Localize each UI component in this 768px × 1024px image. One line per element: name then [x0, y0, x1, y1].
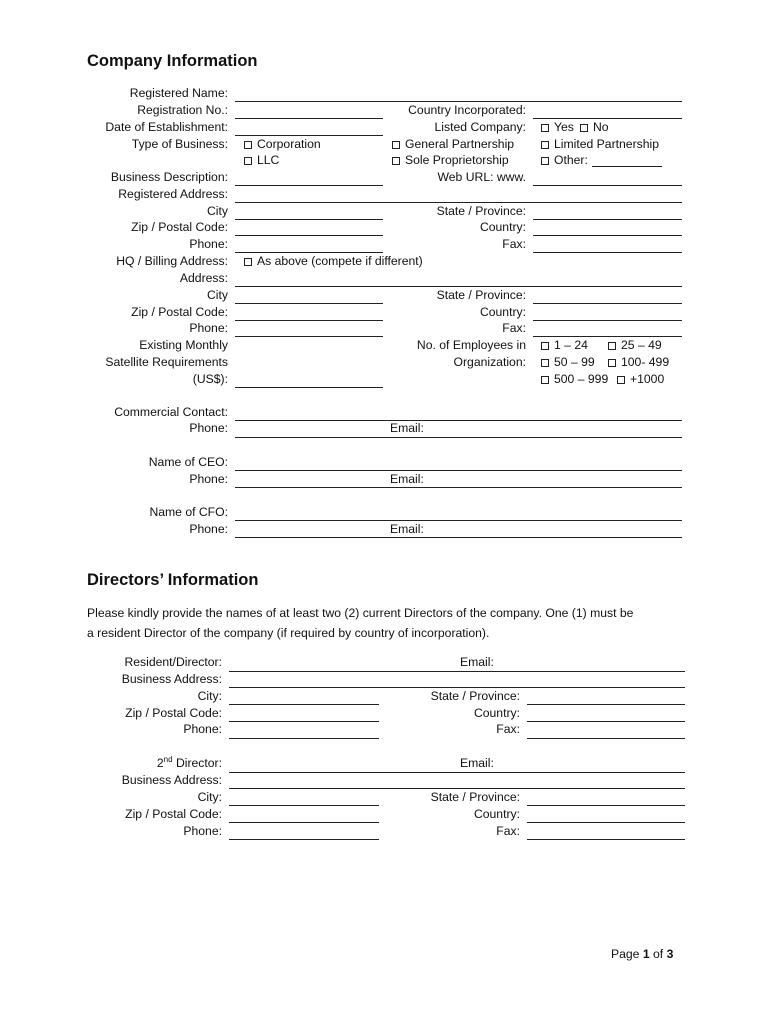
second-city-label: City:	[197, 790, 222, 804]
commercial-phone-email-input[interactable]	[235, 437, 682, 438]
business-description-input[interactable]	[235, 185, 383, 186]
llc-checkbox[interactable]	[244, 153, 279, 168]
emp-1000-checkbox[interactable]	[617, 372, 664, 387]
registration-no-input[interactable]	[235, 118, 383, 119]
other-input[interactable]	[592, 155, 662, 167]
satellite-requirements-label: Satellite Requirements	[105, 355, 228, 369]
resident-state-province-input[interactable]	[527, 704, 685, 705]
no-of-employees-label: No. of Employees in	[416, 338, 526, 352]
second-state-province-input[interactable]	[527, 805, 685, 806]
fax-label: Fax:	[502, 237, 526, 251]
cfo-phone-label: Phone:	[189, 522, 228, 536]
zip2-input[interactable]	[235, 320, 383, 321]
sole-proprietorship-checkbox[interactable]	[392, 153, 509, 168]
second-business-address-input[interactable]	[229, 788, 685, 789]
listed-yes-checkbox[interactable]	[541, 120, 574, 135]
limited-partnership-label: Limited Partnership	[554, 137, 659, 151]
organization-label: Organization:	[453, 355, 526, 369]
city2-input[interactable]	[235, 303, 383, 304]
resident-director-input[interactable]	[229, 671, 685, 672]
checkbox-icon	[244, 157, 252, 165]
emp-500-999-checkbox[interactable]	[541, 372, 608, 387]
second-phone-label: Phone:	[183, 824, 222, 838]
commercial-contact-input[interactable]	[235, 420, 682, 421]
emp-25-49-checkbox[interactable]	[608, 338, 662, 353]
country-label: Country:	[479, 220, 526, 234]
resident-business-address-label: Business Address:	[121, 672, 222, 686]
city-input[interactable]	[235, 219, 383, 220]
checkbox-icon	[392, 141, 400, 149]
city-label: City	[207, 204, 228, 218]
company-information-heading: Company Information	[87, 52, 258, 70]
cfo-name-input[interactable]	[235, 520, 682, 521]
emp-50-99-checkbox[interactable]	[541, 355, 595, 370]
phone-label: Phone:	[189, 237, 228, 251]
emp-100-499-label: 100- 499	[621, 355, 670, 369]
resident-country-input[interactable]	[527, 721, 685, 722]
country-incorporated-label: Country Incorporated:	[408, 103, 526, 117]
fax2-input[interactable]	[533, 336, 682, 337]
registered-name-input[interactable]	[235, 101, 682, 102]
emp-25-49-label: 25 – 49	[621, 338, 662, 352]
web-url-input[interactable]	[533, 185, 682, 186]
checkbox-icon	[541, 359, 549, 367]
emp-100-499-checkbox[interactable]	[608, 355, 669, 370]
second-business-address-label: Business Address:	[121, 773, 222, 787]
resident-city-label: City:	[197, 689, 222, 703]
second-country-input[interactable]	[527, 822, 685, 823]
ceo-email-label: Email:	[390, 472, 424, 486]
phone2-label: Phone:	[189, 321, 228, 335]
cfo-name-label: Name of CFO:	[149, 505, 228, 519]
country-incorporated-input[interactable]	[533, 118, 682, 119]
checkbox-icon	[541, 342, 549, 350]
general-partnership-checkbox[interactable]	[392, 137, 514, 152]
ceo-phone-label: Phone:	[189, 472, 228, 486]
checkbox-icon	[541, 141, 549, 149]
page-word: Page	[611, 947, 640, 961]
resident-business-address-input[interactable]	[229, 687, 685, 688]
existing-monthly-label: Existing Monthly	[139, 338, 228, 352]
fax2-label: Fax:	[502, 321, 526, 335]
directors-information-heading: Directors’ Information	[87, 571, 259, 589]
commercial-phone-label: Phone:	[189, 421, 228, 435]
second-fax-input[interactable]	[527, 839, 685, 840]
checkbox-icon	[580, 124, 588, 132]
second-phone-input[interactable]	[229, 839, 379, 840]
emp-50-99-label: 50 – 99	[554, 355, 595, 369]
registration-no-label: Registration No.:	[137, 103, 228, 117]
resident-zip-label: Zip / Postal Code:	[125, 706, 222, 720]
second-email-label: Email:	[460, 756, 494, 770]
registered-address-label: Registered Address:	[118, 187, 228, 201]
registered-address-input[interactable]	[235, 202, 682, 203]
resident-phone-input[interactable]	[229, 738, 379, 739]
commercial-contact-label: Commercial Contact:	[114, 405, 228, 419]
as-above-label: As above (compete if different)	[257, 254, 423, 268]
resident-director-label: Resident/Director:	[124, 655, 222, 669]
general-partnership-label: General Partnership	[405, 137, 515, 151]
checkbox-icon	[608, 342, 616, 350]
date-of-establishment-input[interactable]	[235, 135, 383, 136]
checkbox-icon	[541, 124, 549, 132]
ceo-name-input[interactable]	[235, 470, 682, 471]
web-url-label: Web URL: www.	[437, 170, 526, 184]
directors-intro-line2: a resident Director of the company (if required by country of incorporation).	[87, 626, 490, 640]
of-word: of	[653, 947, 664, 961]
second-director-input[interactable]	[229, 772, 685, 773]
zip-label: Zip / Postal Code:	[131, 220, 228, 234]
listed-no-label: No	[593, 120, 609, 134]
country2-input[interactable]	[533, 320, 682, 321]
phone2-input[interactable]	[235, 336, 383, 337]
second-zip-label: Zip / Postal Code:	[125, 807, 222, 821]
state-province-label: State / Province:	[436, 204, 526, 218]
resident-fax-input[interactable]	[527, 738, 685, 739]
checkbox-icon	[617, 376, 625, 384]
registered-name-label: Registered Name:	[129, 86, 228, 100]
listed-yes-label: Yes	[554, 120, 574, 134]
phone-input[interactable]	[235, 252, 383, 253]
resident-email-label: Email:	[460, 655, 494, 669]
checkbox-icon	[244, 258, 252, 266]
page-footer	[611, 947, 673, 961]
zip2-label: Zip / Postal Code:	[131, 305, 228, 319]
country2-label: Country:	[479, 305, 526, 319]
page-number: 1	[642, 947, 650, 961]
date-of-establishment-label: Date of Establishment:	[105, 120, 228, 134]
usd-label: (US$):	[192, 372, 228, 386]
resident-country-label: Country:	[473, 706, 520, 720]
address-label: Address:	[179, 271, 228, 285]
emp-1000-label: +1000	[630, 372, 665, 386]
resident-city-input[interactable]	[229, 704, 379, 705]
checkbox-icon	[608, 359, 616, 367]
business-description-label: Business Description:	[110, 170, 228, 184]
checkbox-icon	[244, 141, 252, 149]
resident-phone-label: Phone:	[183, 722, 222, 736]
type-of-business-label: Type of Business:	[131, 137, 228, 151]
satellite-requirements-input[interactable]	[235, 387, 383, 388]
second-director-label: 2nd Director:	[156, 754, 222, 770]
city2-label: City	[207, 288, 228, 302]
llc-label: LLC	[257, 153, 280, 167]
directors-intro-line1: Please kindly provide the names of at least two (2) current Directors of the company. One (1) must be	[87, 606, 634, 620]
checkbox-icon	[541, 157, 549, 165]
cfo-phone-email-input[interactable]	[235, 537, 682, 538]
second-country-label: Country:	[473, 807, 520, 821]
resident-zip-input[interactable]	[229, 721, 379, 722]
emp-1-24-checkbox[interactable]	[541, 338, 588, 353]
ceo-phone-email-input[interactable]	[235, 487, 682, 488]
hq-address-input[interactable]	[235, 286, 682, 287]
checkbox-icon	[541, 376, 549, 384]
resident-state-province-label: State / Province:	[430, 689, 520, 703]
state-province2-label: State / Province:	[436, 288, 526, 302]
second-zip-input[interactable]	[229, 822, 379, 823]
hq-billing-address-label: HQ / Billing Address:	[116, 254, 228, 268]
other-checkbox[interactable]	[541, 153, 662, 168]
limited-partnership-checkbox[interactable]	[541, 137, 659, 152]
cfo-email-label: Email:	[390, 522, 424, 536]
corporation-label: Corporation	[257, 137, 321, 151]
other-label: Other:	[554, 153, 588, 167]
zip-input[interactable]	[235, 235, 383, 236]
resident-fax-label: Fax:	[496, 722, 520, 736]
listed-no-checkbox[interactable]	[580, 120, 609, 135]
page-total: 3	[666, 947, 674, 961]
emp-500-999-label: 500 – 999	[554, 372, 609, 386]
checkbox-icon	[392, 157, 400, 165]
country-input[interactable]	[533, 235, 682, 236]
commercial-email-label: Email:	[390, 421, 424, 435]
as-above-checkbox[interactable]	[244, 254, 423, 269]
second-state-province-label: State / Province:	[430, 790, 520, 804]
fax-input[interactable]	[533, 252, 682, 253]
listed-company-label: Listed Company:	[434, 120, 526, 134]
emp-1-24-label: 1 – 24	[554, 338, 588, 352]
sole-proprietorship-label: Sole Proprietorship	[405, 153, 509, 167]
corporation-checkbox[interactable]	[244, 137, 321, 152]
second-fax-label: Fax:	[496, 824, 520, 838]
state-province-input[interactable]	[533, 219, 682, 220]
second-city-input[interactable]	[229, 805, 379, 806]
ceo-name-label: Name of CEO:	[148, 455, 228, 469]
state-province2-input[interactable]	[533, 303, 682, 304]
